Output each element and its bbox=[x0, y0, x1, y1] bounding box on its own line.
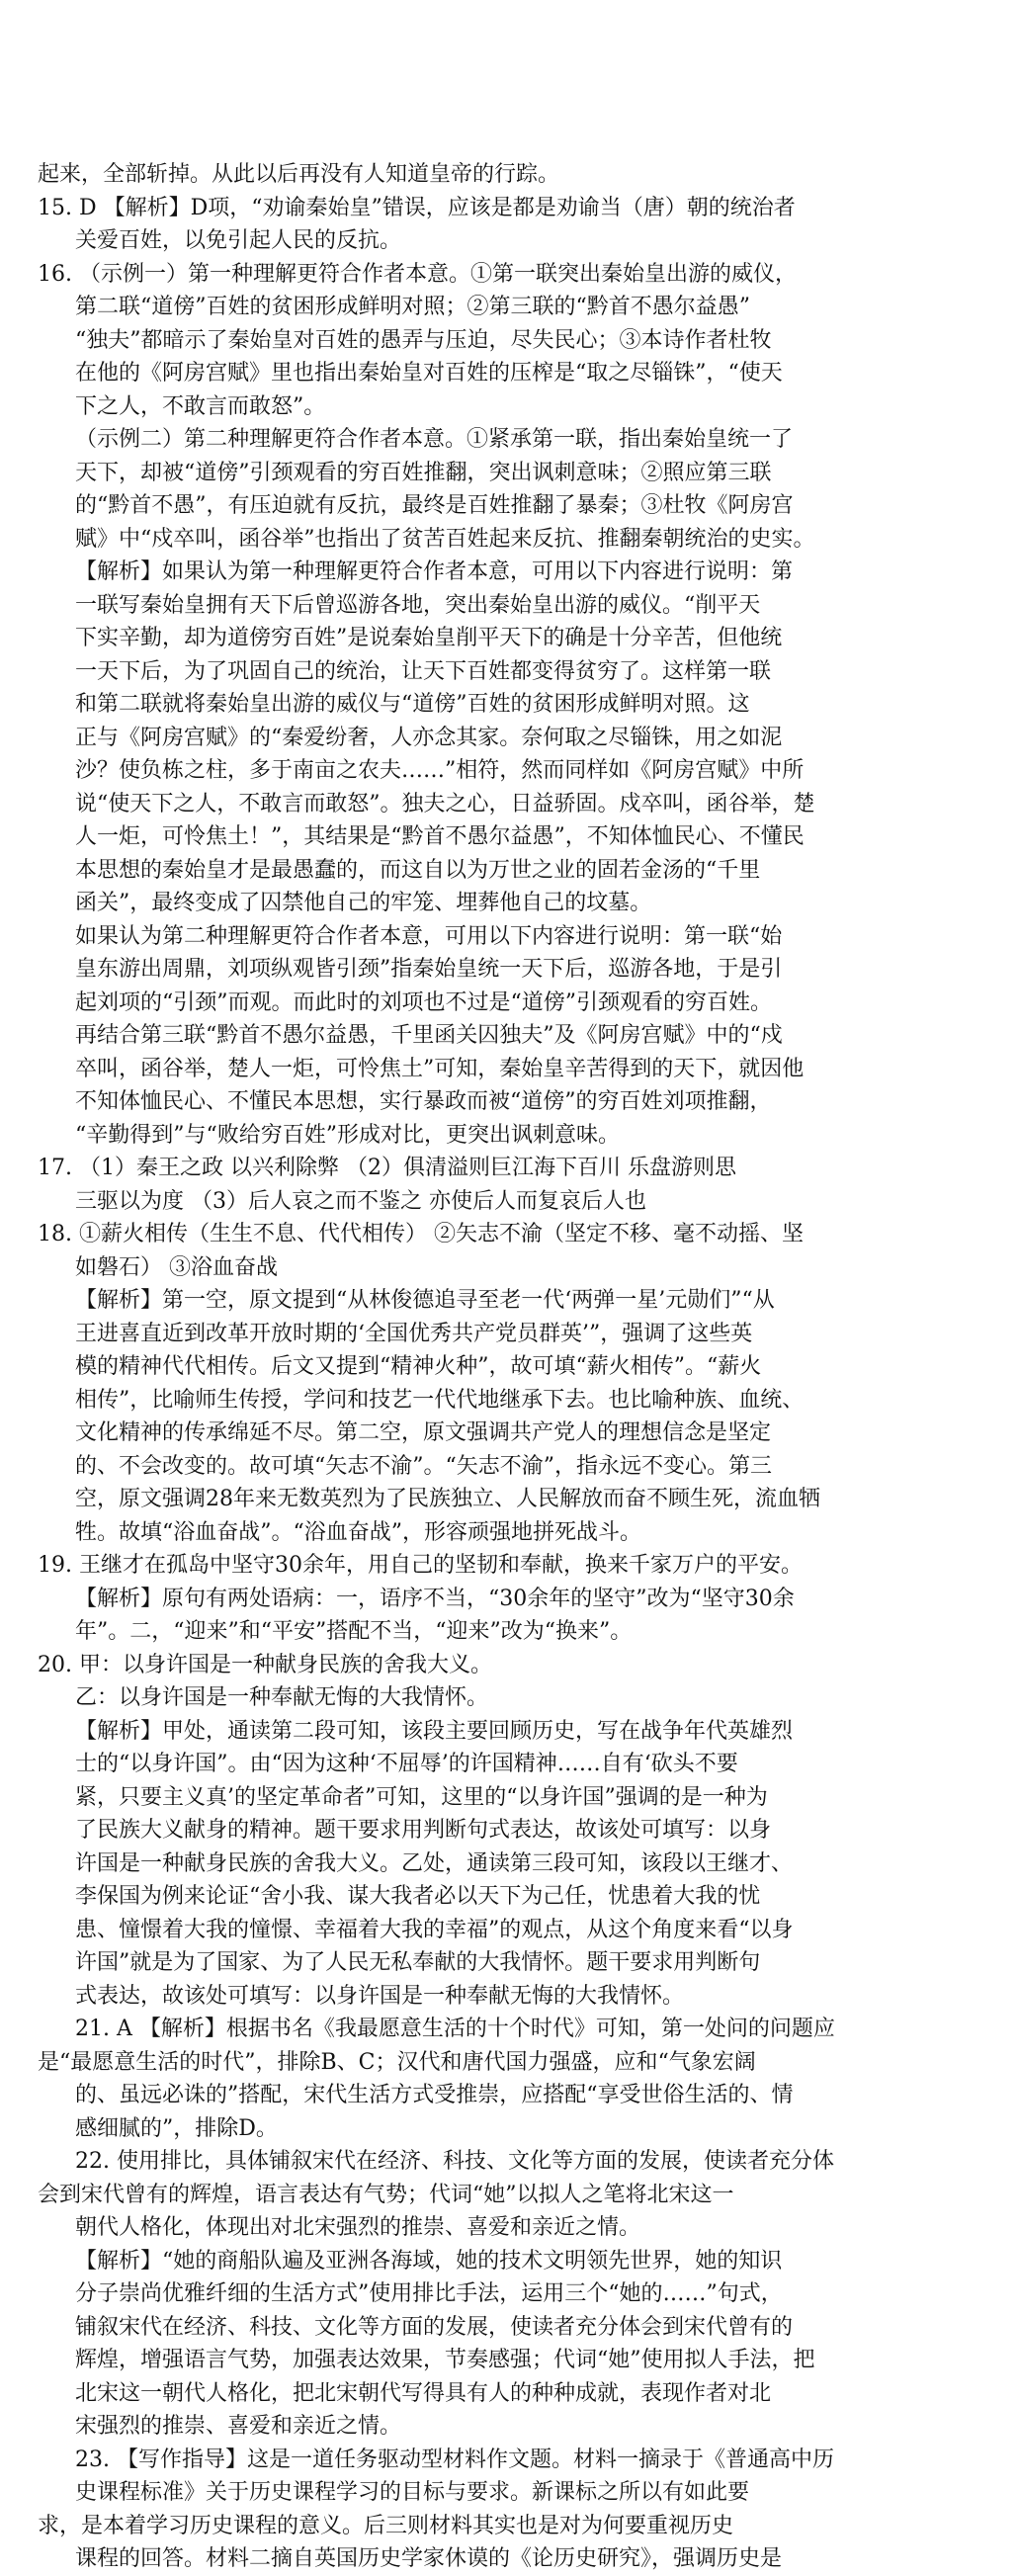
text-line: 再结合第三联“黔首不愚尔益愚，千里函关囚独夫”及《阿房宫赋》中的“戍 bbox=[75, 1023, 783, 1048]
text-line: 20. 甲：以身许国是一种献身民族的舍我大义。 bbox=[38, 1652, 492, 1677]
text-line: 关爱百姓，以免引起人民的反抗。 bbox=[75, 228, 402, 253]
text-line: 三驱以为度 （3）后人哀之而不鉴之 亦使后人而复哀后人也 bbox=[75, 1188, 646, 1214]
text-line: 辉煌，增强语言气势，加强表达效果，节奏感强；代词“她”使用拟人手法，把 bbox=[75, 2348, 815, 2372]
text-line: 皇东游出周鼎，刘项纵观皆引颈”指秦始皇统一天下后，巡游各地，于是引 bbox=[75, 957, 783, 982]
text-line: 起来，全部斩掉。从此以后再没有人知道皇帝的行踪。 bbox=[38, 162, 560, 187]
text-line: 17. （1）秦王之政 以兴利除弊 （2）俱清溢则巨江海下百川 乐盘游则思 bbox=[38, 1156, 736, 1180]
text-line: 求，是本着学习历史课程的意义。后三则材料其实也是对为何要重视历史 bbox=[38, 2513, 734, 2538]
text-line: 患、憧憬着大我的憧憬、幸福着大我的幸福”的观点，从这个角度来看“以身 bbox=[75, 1917, 794, 1942]
text-line: 了民族大义献身的精神。题干要求用判断句式表达，故该处可填写：以身 bbox=[75, 1818, 772, 1843]
text-line: 【解析】第一空，原文提到“从林俊德追寻至老一代‘两弹一星’元勋们”“从 bbox=[75, 1288, 775, 1313]
text-line: 史课程标准》关于历史课程学习的目标与要求。新课标之所以有如此要 bbox=[75, 2480, 750, 2505]
text-line: 空，原文强调28年来无数英烈为了民族独立、人民解放而奋不顾生死，流血牺 bbox=[75, 1487, 820, 1511]
text-line: 和第二联就将秦始皇出游的威仪与“道傍”百姓的贫困形成鲜明对照。这 bbox=[75, 692, 750, 717]
text-line: 下实辛勤，却为道傍穷百姓”是说秦始皇削平天下的确是十分辛苦，但他统 bbox=[75, 626, 783, 650]
text-line: 士的“以身许国”。由“因为这种‘不屈辱’的许国精神……自有‘砍头不要 bbox=[75, 1752, 738, 1776]
text-line: 卒叫，函谷举，楚人一炬，可怜焦土”可知，秦始皇辛苦得到的天下，就因他 bbox=[75, 1056, 805, 1081]
text-line: 李保国为例来论证“舍小我、谋大我者必以天下为己任，忧患着大我的忧 bbox=[75, 1884, 761, 1909]
answer-text-block bbox=[38, 158, 986, 2576]
text-line: 北宋这一朝代人格化，把北宋朝代写得具有人的种种成就，表现作者对北 bbox=[75, 2380, 772, 2406]
text-line: 分子崇尚优雅纤细的生活方式”使用排比手法，运用三个“她的……”句式， bbox=[75, 2281, 783, 2306]
text-line: 人一炬，可怜焦土！”，其结果是“黔首不愚尔益愚”，不知体恤民心、不懂民 bbox=[75, 824, 805, 849]
text-line: 第二联“道傍”百姓的贫困形成鲜明对照；②第三联的“黔首不愚尔益愚” bbox=[75, 295, 750, 319]
text-line: 朝代人格化，体现出对北宋强烈的推崇、喜爱和亲近之情。 bbox=[75, 2215, 641, 2240]
text-line: 沙？使负栋之柱，多于南亩之农夫……”相符，然而同样如《阿房宫赋》中所 bbox=[75, 758, 805, 783]
text-line: 许国是一种献身民族的舍我大义。乙处，通读第三段可知，该段以王继才、 bbox=[75, 1850, 794, 1876]
text-line: 19. 王继才在孤岛中坚守30余年，用自己的坚韧和奉献，换来千家万户的平安。 bbox=[38, 1553, 803, 1578]
text-line: 是“最愿意生活的时代”，排除B、C；汉代和唐代国力强盛，应和“气象宏阔 bbox=[38, 2049, 756, 2075]
text-line: 一联写秦始皇拥有天下后曾巡游各地，突出秦始皇出游的威仪。“削平天 bbox=[75, 592, 761, 618]
text-line: 下之人，不敢言而敢怒”。 bbox=[75, 393, 326, 419]
text-line: 天下，却被“道傍”引颈观看的穷百姓推翻，突出讽刺意味；②照应第三联 bbox=[75, 460, 772, 485]
text-line: 如磐石） ③浴血奋战 bbox=[75, 1254, 278, 1280]
text-line: 感细腻的”，排除D。 bbox=[75, 2115, 278, 2141]
text-line: 紧，只要主义真’的坚定革命者”可知，这里的“以身许国”强调的是一种为 bbox=[75, 1784, 768, 1810]
text-line: 的、不会改变的。故可填“矢志不渝”。“矢志不渝”，指永远不变心。第三 bbox=[75, 1453, 772, 1479]
text-line: 相传”，比喻师生传授，学问和技艺一代代地继承下去。也比喻种族、血统、 bbox=[75, 1387, 805, 1413]
text-line: “独夫”都暗示了秦始皇对百姓的愚弄与压迫，尽失民心；③本诗作者杜牧 bbox=[75, 327, 772, 353]
text-line: 宋强烈的推崇、喜爱和亲近之情。 bbox=[75, 2414, 402, 2439]
text-line: 起刘项的“引颈”而观。而此时的刘项也不过是“道傍”引颈观看的穷百姓。 bbox=[75, 989, 772, 1015]
text-line: 年”。二，“迎来”和“平安”搭配不当，“迎来”改为“换来”。 bbox=[75, 1619, 633, 1644]
text-line: 22. 使用排比，具体铺叙宋代在经济、科技、文化等方面的发展，使读者充分体 bbox=[75, 2149, 834, 2174]
text-line: 在他的《阿房宫赋》里也指出秦始皇对百姓的压榨是“取之尽锱铢”，“使天 bbox=[75, 361, 783, 386]
text-line: 23. 【写作指导】这是一道任务驱动型材料作文题。材料一摘录于《普通高中历 bbox=[75, 2447, 834, 2472]
text-line: 21. A 【解析】根据书名《我最愿意生活的十个时代》可知，第一处问的问题应 bbox=[75, 2017, 835, 2041]
text-line: 的、虽远必诛的”搭配，宋代生活方式受推崇，应搭配“享受世俗生活的、情 bbox=[75, 2083, 794, 2107]
text-line: 16. （示例一）第一种理解更符合作者本意。①第一联突出秦始皇出游的威仪， bbox=[38, 261, 797, 287]
text-line: 许国”就是为了国家、为了人民无私奉献的大我情怀。题干要求用判断句 bbox=[75, 1950, 761, 1975]
text-line: 王进喜直近到改革开放时期的‘全国优秀共产党员群英’”，强调了这些英 bbox=[75, 1321, 753, 1346]
text-line: 模的精神代代相传。后文又提到“精神火种”，故可填“薪火相传”。“薪火 bbox=[75, 1354, 762, 1379]
text-line: 会到宋代曾有的辉煌，语言表达有气势；代词“她”以拟人之笔将北宋这一 bbox=[38, 2182, 734, 2207]
text-line: 文化精神的传承绵延不尽。第二空，原文强调共产党人的理想信念是坚定 bbox=[75, 1420, 772, 1445]
text-line: 15. D 【解析】D项，“劝谕秦始皇”错误，应该是都是劝谕当（唐）朝的统治者 bbox=[38, 195, 796, 220]
text-line: 乙：以身许国是一种奉献无悔的大我情怀。 bbox=[75, 1685, 489, 1710]
text-line: 函关”，最终变成了囚禁他自己的牢笼、埋葬他自己的坟墓。 bbox=[75, 891, 652, 915]
text-line: 的“黔首不愚”，有压迫就有反抗，最终是百姓推翻了暴秦；③杜牧《阿房宫 bbox=[75, 493, 794, 518]
text-line: 正与《阿房宫赋》的“秦爱纷奢，人亦念其家。奈何取之尽锱铢，用之如泥 bbox=[75, 725, 783, 750]
text-line: 【解析】原句有两处语病：一，语序不当，“30余年的坚守”改为“坚守30余 bbox=[75, 1586, 795, 1611]
text-line: 不知体恤民心、不懂民本思想，实行暴政而被“道傍”的穷百姓刘项推翻， bbox=[75, 1089, 772, 1114]
text-line: 【解析】如果认为第一种理解更符合作者本意，可用以下内容进行说明：第 bbox=[75, 559, 794, 584]
text-line: 【解析】“她的商船队遍及亚洲各海域，她的技术文明领先世界，她的知识 bbox=[75, 2248, 783, 2274]
text-line: 18. ①薪火相传（生生不息、代代相传） ②矢志不渝（坚定不移、毫不动摇、坚 bbox=[38, 1222, 804, 1246]
text-line: 【解析】甲处，通读第二段可知，该段主要回顾历史，写在战争年代英雄烈 bbox=[75, 1718, 794, 1744]
text-line: 本思想的秦始皇才是最愚蠢的，而这自以为万世之业的固若金汤的“千里 bbox=[75, 857, 761, 883]
text-line: 牲。故填“浴血奋战”。“浴血奋战”，形容顽强地拼死战斗。 bbox=[75, 1519, 641, 1545]
text-line: （示例二）第二种理解更符合作者本意。①紧承第一联，指出秦始皇统一了 bbox=[75, 427, 794, 452]
text-line: 赋》中“戍卒叫，函谷举”也指出了贫苦百姓起来反抗、推翻秦朝统治的史实。 bbox=[75, 526, 815, 552]
text-line: 式表达，故该处可填写：以身许国是一种奉献无悔的大我情怀。 bbox=[75, 1983, 685, 2009]
text-line: 如果认为第二种理解更符合作者本意，可用以下内容进行说明：第一联“始 bbox=[75, 923, 783, 949]
text-line: 铺叙宋代在经济、科技、文化等方面的发展，使读者充分体会到宋代曾有的 bbox=[75, 2314, 794, 2340]
text-line: 一天下后，为了巩固自己的统治，让天下百姓都变得贫穷了。这样第一联 bbox=[75, 658, 772, 684]
text-line: 说“使天下之人，不敢言而敢怒”。独夫之心，日益骄固。戍卒叫，函谷举，楚 bbox=[75, 791, 815, 816]
text-line: 课程的回答。材料二摘自英国历史学家休谟的《论历史研究》，强调历史是 bbox=[75, 2546, 783, 2571]
text-line: “辛勤得到”与“败给穷百姓”形成对比，更突出讽刺意味。 bbox=[75, 1122, 620, 1148]
